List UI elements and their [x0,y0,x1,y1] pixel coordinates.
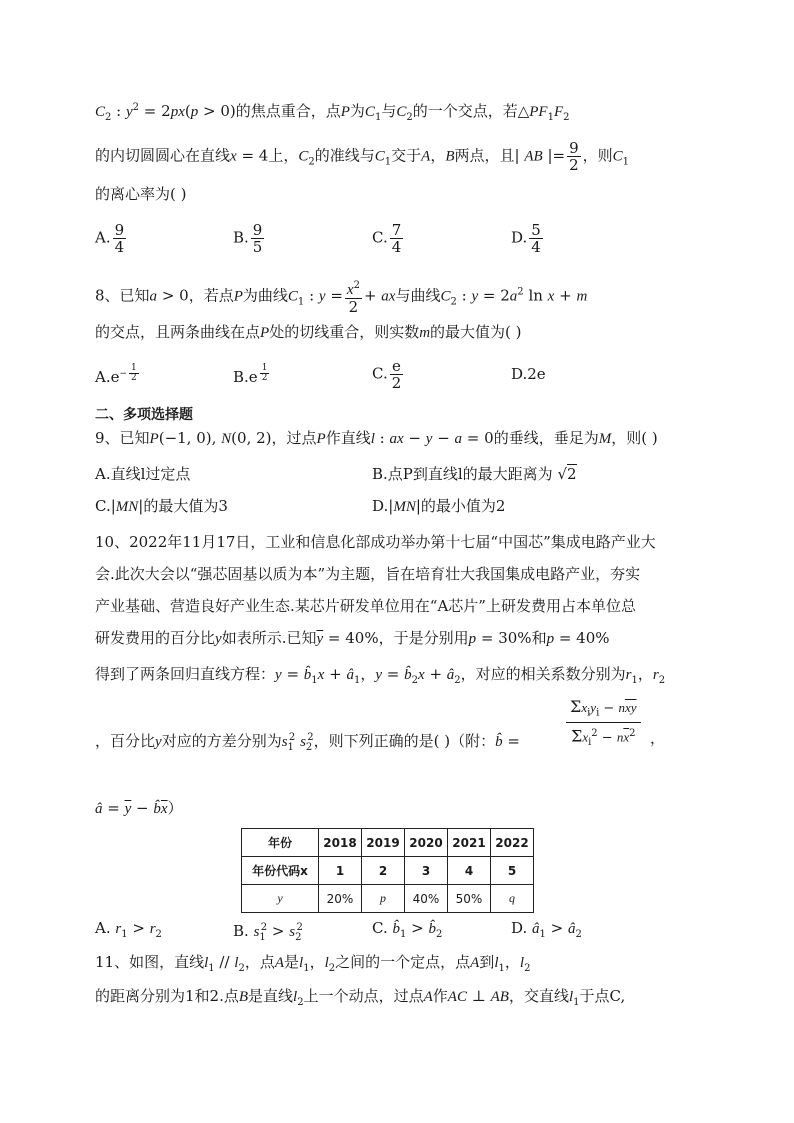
table-cell: p [362,885,405,913]
q7-text: 的焦点重合，点 [235,102,341,120]
q7-option-b[interactable]: B. $\frac{9}{5}$ [233,221,263,256]
q10-option-c[interactable]: C. $b̂_1$ > $b̂_2$ [372,919,443,940]
fraction: $\frac{9}{2}$ [569,139,579,174]
table-row [242,857,534,885]
table-cell: 3 [405,857,448,885]
table-cell: 4 [448,857,491,885]
table-header-cell: 2022 [491,829,534,857]
q9-option-b[interactable]: B.点P到直线l的最大距离为 √2 [372,465,577,483]
q8-option-d[interactable]: D.2e [511,365,546,383]
table-header-cell: 年份 [242,829,319,857]
table-row [242,885,534,913]
q7-option-c[interactable]: C. $\frac{7}{4}$ [372,221,402,256]
q11-line-2: 的距离分别为1和2.点B是直线$l_2$上一个动点，过点A作AC ⊥ AB，交直线$l_1$于点C, [95,987,626,1008]
q10-line-1: 10、2022年11月17日，工业和信息化部成功举办第十七届“中国芯”集成电路产业大 [95,533,656,551]
q7-text: 上， [268,146,299,165]
q7-text: 的内切圆圆心在直线 [95,146,231,165]
q7-line-2: 的内切圆圆心在直线x = 4上，$C_2$的准线与$C_1$交于A，B两点，且| AB |= $\frac{9}{2}$ ，则$C_1$ [95,139,630,174]
q8-option-b[interactable]: B.e $^{\frac{1}{2}}$ [233,363,268,386]
q10-line-4: 研发费用的百分比y如表所示.已知$\overline{y} = 40\%$，于是分别用p = 30%和p = 40% [95,629,610,647]
q7-text: 与 [381,102,397,120]
q9-line-1: 9、已知P(−1, 0), N(0, 2)，过点P作直线l : ax − y − a = 0的垂线，垂足为M，则( ) [95,429,658,447]
q8-line-1: 8、已知a > 0，若点P为曲线$C_1$ : y = $\frac{x^2}{2}$ + ax与曲线$C_2$ : $y = 2a^2$ ln x + m [95,280,588,316]
table-header-cell: 2018 [319,829,362,857]
section-heading: 二、多项选择题 [95,407,193,423]
table-cell: 20% [319,885,362,913]
q10-option-d[interactable]: D. $â_1$ > $â_2$ [511,919,582,940]
q7-text: 交于 [391,146,422,165]
q10-option-b[interactable]: B. $s_1^2 > s_2^2$ [233,922,303,943]
q7-line-3: 的离心率为( ) [95,185,187,203]
q9-option-d[interactable]: D.|MN|的最小值为2 [372,497,506,515]
q7-option-d[interactable]: D. $\frac{5}{4}$ [511,221,541,256]
q7-option-a[interactable]: A. $\frac{9}{4}$ [95,221,125,256]
table-header-cell: 2021 [448,829,491,857]
q7-text: 的准线与 [314,146,375,165]
q10-line-3: 产业基础、营造良好产业生态.某芯片研发单位用在“A芯片”上研发费用占本单位总 [95,597,636,615]
q10-line-2: 会.此次大会以“强芯固基以质为本”为主题，旨在培育壮大我国集成电路产业，夯实 [95,565,641,583]
q7-text: ，则 [582,146,613,165]
q7-text: 的一个交点，若△ [412,102,530,120]
table-cell: 5 [491,857,534,885]
table-header-cell: 2019 [362,829,405,857]
q10-line-5: 得到了两条回归直线方程：$y = b̂_1x$ + $â_1$，$y = b̂_2x$ + $â_2$，对应的相关系数分别为$r_1$，$r_2$ [95,665,666,686]
table-header-cell: 2020 [405,829,448,857]
q7-text: 两点，且 [454,146,515,165]
table-row [242,829,534,857]
table-cell: 年份代码x [242,857,319,885]
q9-option-a[interactable]: A.直线l过定点 [95,465,191,483]
q8-line-2: 的交点，且两条曲线在点P处的切线重合，则实数m的最大值为( ) [95,323,522,341]
q10-line-7: â = $\overline{y}$ − $b̂\overline{x}$） [95,799,183,817]
q7-line-1: $C_2$ : $y^2 = 2px(p > 0)$的焦点重合，点P为$C_1$与$C_2$的一个交点，若$\triangle PF_1F_2$ [95,102,570,123]
regression-formula: $\Sigma x_iy_i - n\overline{xy}$ $\Sigma x_i^2 - n\overline{x}^2$ [566,698,641,753]
table-cell: 50% [448,885,491,913]
table-cell: y [242,885,319,913]
comma: ， [650,729,666,747]
q7-text: 为 [349,102,365,120]
q8-option-c[interactable]: C. $\frac{e}{2}$ [372,357,402,392]
table-cell: 1 [319,857,362,885]
q10-option-a[interactable]: A. $r_1 > r_2$ [95,919,162,940]
q8-option-a[interactable]: $A.e^{- \frac{1}{2}}$ [95,363,137,386]
table-cell: q [491,885,534,913]
q10-line-6: ，百分比y对应的方差分别为$s_1^2$ $s_2^2$，则下列正确的是( )（附：b̂ = [95,732,520,753]
q9-option-c[interactable]: C.|MN|的最大值为3 [95,497,228,515]
data-table [241,828,534,913]
table-cell: 2 [362,857,405,885]
table-cell: 40% [405,885,448,913]
q11-line-1: 11、如图，直线$l_1 // l_2$，点A是$l_1$，$l_2$之间的一个定点，点A到$l_1$，$l_2$ [95,953,531,974]
